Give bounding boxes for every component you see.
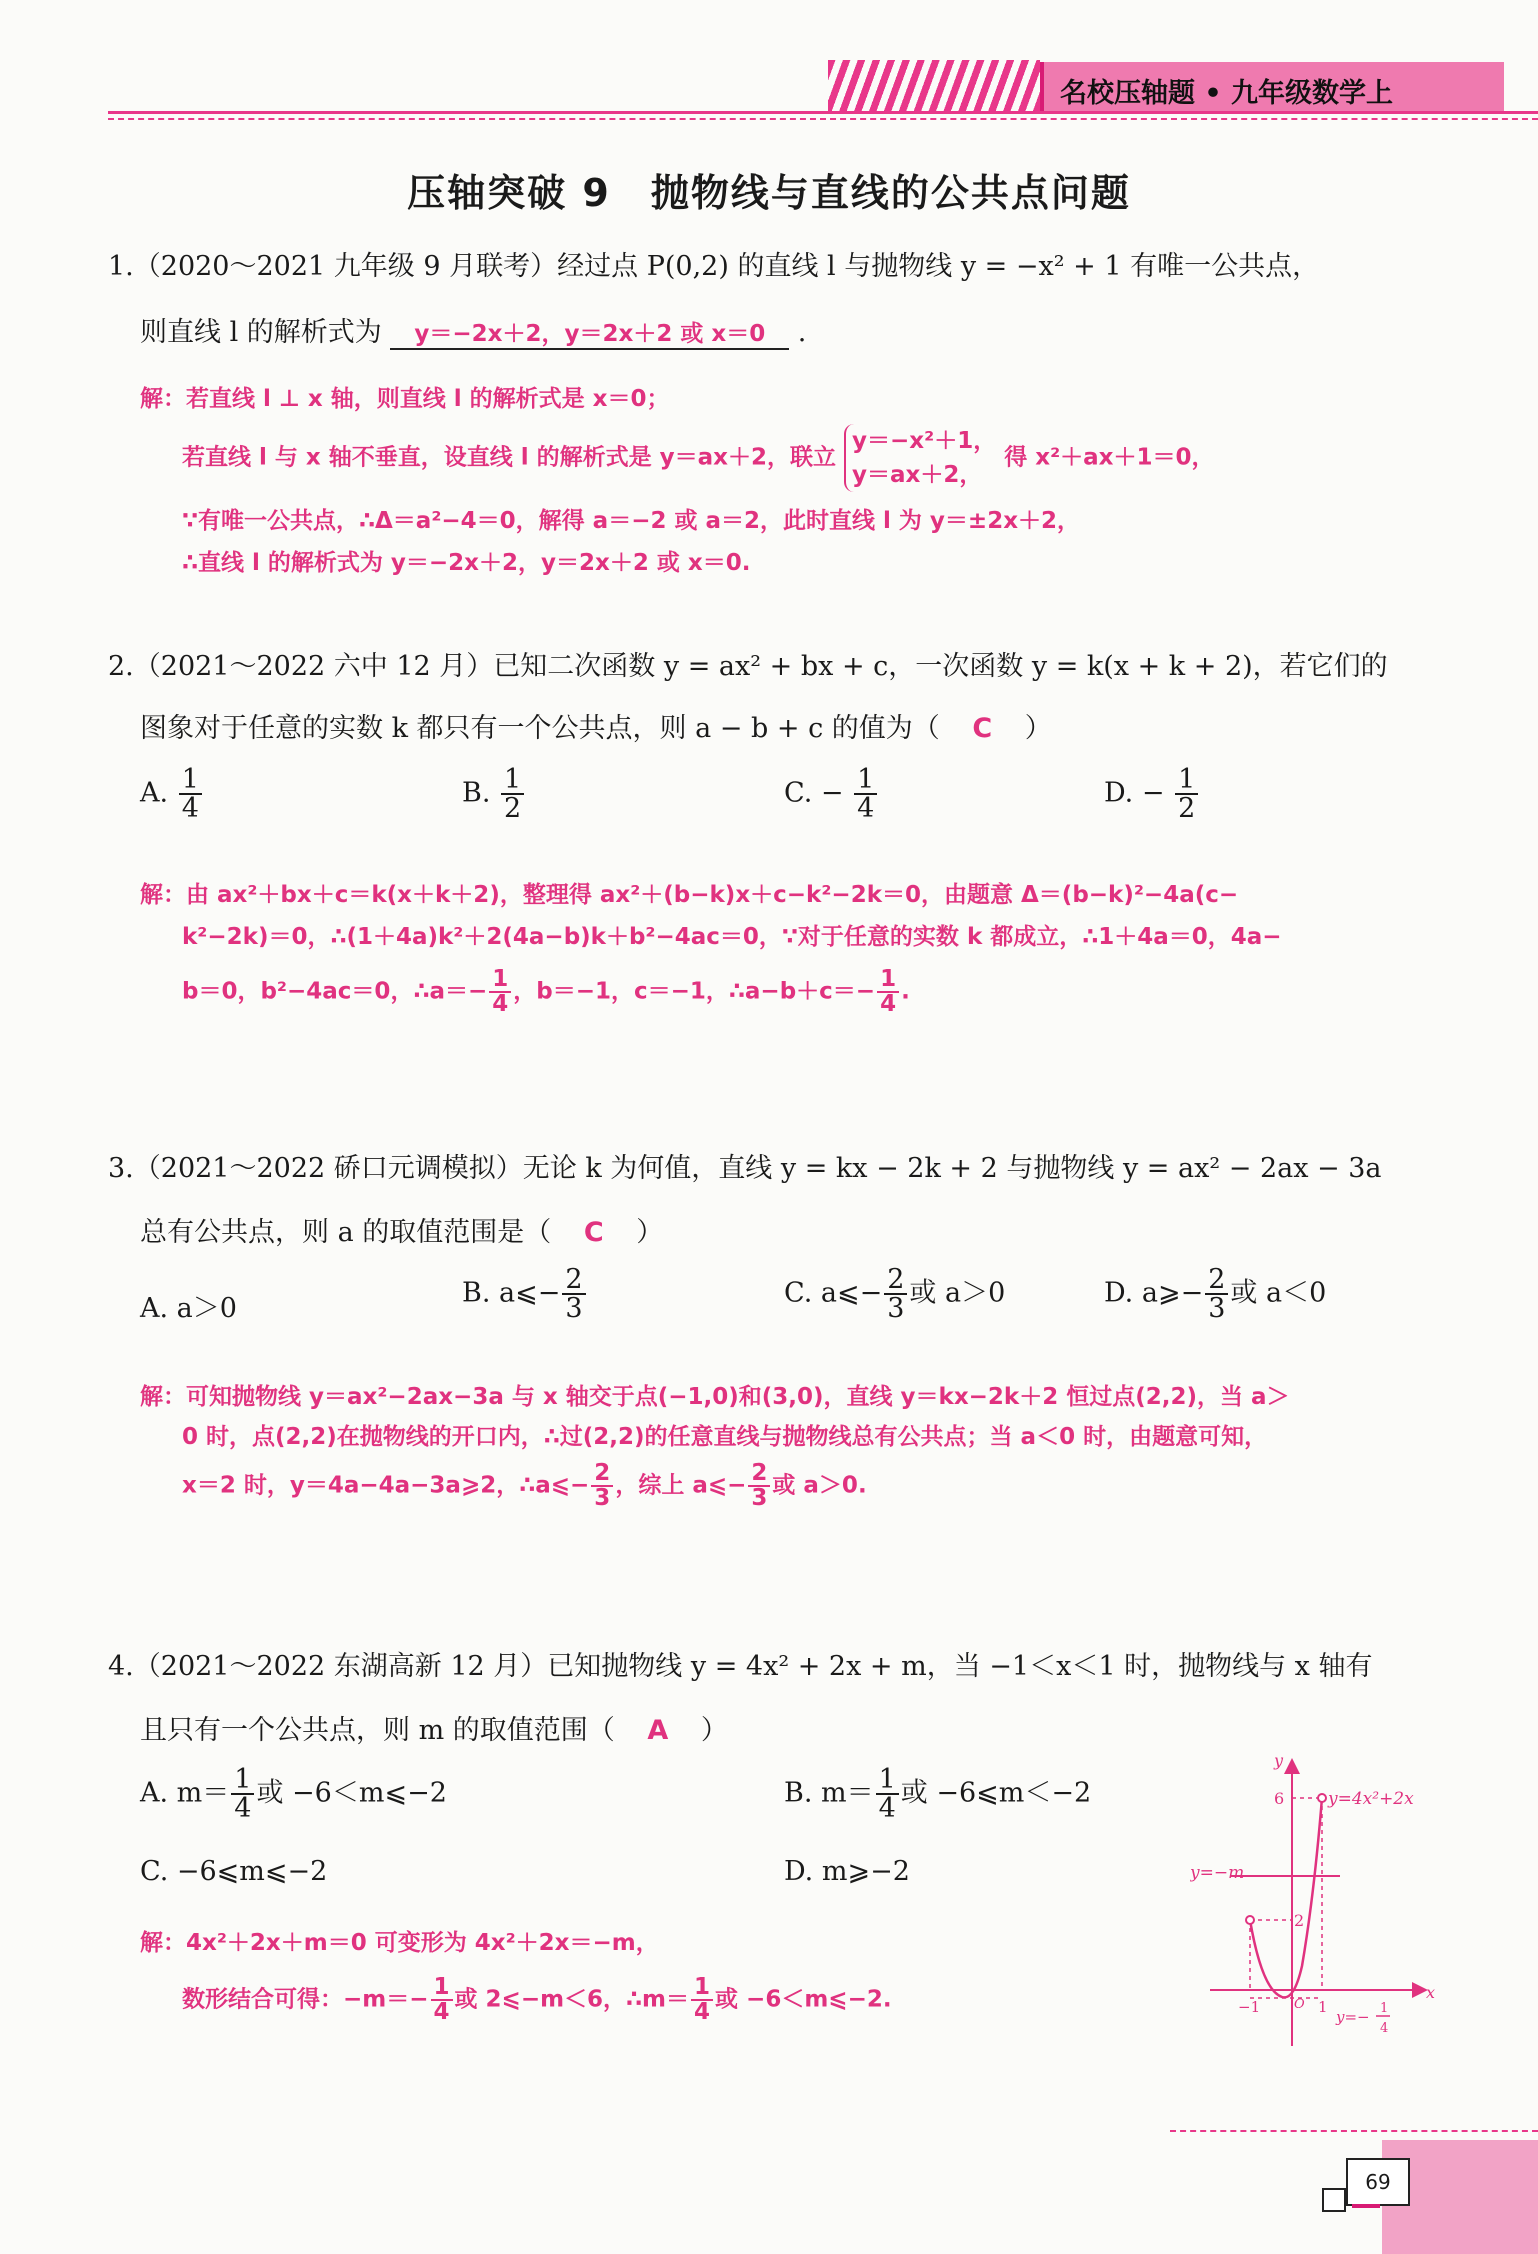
q1-solution-line1: 解：若直线 l ⊥ x 轴，则直线 l 的解析式是 x＝0； bbox=[140, 386, 670, 412]
fraction-numerator: 1 bbox=[492, 966, 509, 992]
fraction bbox=[884, 1266, 907, 1322]
q4-graph bbox=[1190, 1746, 1450, 2060]
q4-solution-line2 bbox=[182, 1976, 892, 2024]
fraction bbox=[431, 1976, 453, 2024]
option-label: C. bbox=[784, 777, 813, 809]
option-sign: − bbox=[820, 777, 844, 809]
q4-option-d: D. m⩾−2 bbox=[784, 1856, 910, 1887]
option-text: D. a⩾− bbox=[1104, 1277, 1204, 1309]
q3-sol3-text: x＝2 时，y＝4a−4a−3a⩾2，∴a⩽− bbox=[182, 1472, 590, 1499]
q1-stem-text: 则直线 l 的解析式为 bbox=[140, 317, 382, 348]
q2-stem-end: ） bbox=[1024, 713, 1052, 744]
q1-stem-line1: 1.（2020～2021 九年级 9 月联考）经过点 P(0,2) 的直线 l 与抛物线 y = −x² + 1 有唯一公共点， bbox=[108, 251, 1320, 282]
fraction-denominator: 4 bbox=[431, 1999, 453, 2024]
q3-solution-line2: 0 时，点(2,2)在抛物线的开口内，∴过(2,2)的任意直线与抛物线总有公共点；当 a＜0 时，由题意可知， bbox=[182, 1424, 1268, 1450]
q2-sol3-end: . bbox=[901, 978, 910, 1005]
q2-sol3-text: b＝0，b²−4ac＝0，∴a＝− bbox=[182, 978, 488, 1005]
q3-sol3-text: ，综上 a⩽− bbox=[615, 1472, 747, 1499]
q4-stem-end: ） bbox=[700, 1715, 728, 1746]
q1-solution-line4: ∴直线 l 的解析式为 y＝−2x＋2，y＝2x＋2 或 x＝0. bbox=[182, 550, 751, 576]
fraction bbox=[562, 1266, 585, 1322]
q2-stem-text: 图象对于任意的实数 k 都只有一个公共点，则 a − b + c 的值为（ bbox=[140, 713, 940, 744]
fraction-denominator: 3 bbox=[562, 1293, 585, 1322]
fraction-numerator: 2 bbox=[594, 1460, 611, 1486]
option-sign: − bbox=[1141, 777, 1165, 809]
fraction bbox=[748, 1462, 770, 1510]
q1-system-eq1: y＝−x²＋1， bbox=[852, 428, 997, 454]
q1-equation-system bbox=[844, 424, 996, 492]
option-text: 或 −6＜m⩽−2 bbox=[256, 1777, 447, 1809]
fraction-numerator: 2 bbox=[1208, 1264, 1226, 1295]
q3-stem-line1: 3.（2021～2022 硚口元调模拟）无论 k 为何值，直线 y = kx − 2k + 2 与抛物线 y = ax² − 2ax − 3a bbox=[108, 1153, 1382, 1184]
q3-option-a: A. a＞0 bbox=[140, 1293, 237, 1324]
fraction-denominator: 4 bbox=[854, 793, 877, 822]
fraction-numerator: 1 bbox=[694, 1974, 711, 2000]
q2-option-a bbox=[140, 766, 204, 822]
fraction bbox=[1205, 1266, 1228, 1322]
q4-sol2-text: 数形结合可得：−m＝− bbox=[182, 1986, 429, 2013]
q4-option-b bbox=[784, 1766, 1091, 1822]
q1-solution-line2 bbox=[182, 424, 1215, 492]
fraction-numerator: 1 bbox=[857, 764, 875, 795]
q3-option-d bbox=[1104, 1266, 1326, 1322]
tick-xneg1: −1 bbox=[1238, 1998, 1261, 2016]
header-dashed-rule bbox=[108, 118, 1538, 120]
q4-answer: A bbox=[647, 1715, 669, 1746]
q4-stem-line1: 4.（2021～2022 东湖高新 12 月）已知抛物线 y = 4x² + 2x + m，当 −1＜x＜1 时，抛物线与 x 轴有 bbox=[108, 1651, 1373, 1682]
q1-sol2-end: 得 x²＋ax＋1＝0， bbox=[1004, 444, 1215, 471]
curve-label: y=4x²+2x bbox=[1328, 1789, 1414, 1809]
fraction-denominator: 3 bbox=[591, 1485, 613, 1510]
parabola-curve bbox=[1250, 1798, 1322, 1997]
header-rule bbox=[108, 111, 1538, 114]
header-stripes bbox=[828, 60, 1040, 112]
q3-answer: C bbox=[583, 1217, 604, 1248]
q2-option-b bbox=[462, 766, 526, 822]
tick-x1: 1 bbox=[1318, 1998, 1328, 2016]
q3-solution-line1: 解：可知抛物线 y＝ax²−2ax−3a 与 x 轴交于点(−1,0)和(3,0)，直线 y＝kx−2k＋2 恒过点(2,2)，当 a＞ bbox=[140, 1384, 1290, 1410]
q4-option-c: C. −6⩽m⩽−2 bbox=[140, 1856, 328, 1887]
endpoint-left bbox=[1246, 1916, 1254, 1924]
bottom-frac-den: 4 bbox=[1380, 2021, 1389, 2036]
option-text: 或 −6⩽m＜−2 bbox=[900, 1777, 1092, 1809]
fraction-numerator: 1 bbox=[878, 1764, 896, 1795]
bottom-frac-num: 1 bbox=[1380, 2001, 1389, 2016]
fraction bbox=[179, 766, 202, 822]
fraction-denominator: 2 bbox=[501, 793, 524, 822]
q2-solution-line3 bbox=[182, 968, 910, 1016]
option-text: 或 a＜0 bbox=[1230, 1277, 1327, 1309]
q3-sol3-end: 或 a＞0. bbox=[772, 1472, 867, 1499]
q1-answer: y＝−2x＋2，y＝2x＋2 或 x＝0 bbox=[390, 315, 789, 350]
option-text: B. a⩽− bbox=[462, 1277, 561, 1309]
option-label: A. bbox=[140, 777, 169, 809]
tick-y6: 6 bbox=[1274, 1789, 1285, 1808]
q3-solution-line3 bbox=[182, 1462, 867, 1510]
option-label: B. bbox=[462, 777, 491, 809]
fraction-numerator: 1 bbox=[504, 764, 522, 795]
page-title: 压轴突破 9 抛物线与直线的公共点问题 bbox=[407, 171, 1131, 215]
q3-option-c bbox=[784, 1266, 1005, 1322]
q2-stem-line2 bbox=[140, 706, 1052, 745]
tick-y2: 2 bbox=[1294, 1911, 1305, 1930]
page-number: 69 bbox=[1346, 2158, 1410, 2206]
q4-sol2-text: 或 2⩽−m＜6，∴m＝ bbox=[454, 1986, 690, 2013]
fraction-numerator: 1 bbox=[1178, 764, 1196, 795]
q2-option-d bbox=[1104, 766, 1200, 822]
q1-system-eq2: y＝ax＋2， bbox=[852, 462, 983, 488]
fraction-denominator: 4 bbox=[877, 991, 899, 1016]
q4-option-a bbox=[140, 1766, 447, 1822]
x-axis-label: x bbox=[1426, 1983, 1436, 2002]
y-axis-label: y bbox=[1274, 1751, 1284, 1770]
fraction-denominator: 4 bbox=[876, 1793, 899, 1822]
origin-label: O bbox=[1294, 1997, 1305, 2012]
fraction-numerator: 2 bbox=[751, 1460, 768, 1486]
fraction bbox=[231, 1766, 254, 1822]
fraction-numerator: 2 bbox=[887, 1264, 905, 1295]
q4-solution-line1: 解：4x²＋2x＋m＝0 可变形为 4x²＋2x＝−m， bbox=[140, 1930, 659, 1956]
header-badge: 名校压轴题 • 九年级数学上 bbox=[1060, 78, 1394, 109]
page-mark bbox=[1322, 2188, 1346, 2212]
fraction-denominator: 4 bbox=[691, 1999, 713, 2024]
q2-answer: C bbox=[972, 713, 993, 744]
q4-sol2-end: 或 −6＜m⩽−2. bbox=[715, 1986, 892, 2013]
line-label: y=−m bbox=[1190, 1863, 1245, 1883]
q1-stem-line2 bbox=[140, 310, 806, 350]
fraction bbox=[501, 766, 524, 822]
fraction bbox=[1175, 766, 1198, 822]
fraction-numerator: 1 bbox=[433, 1974, 450, 2000]
q2-solution-line1: 解：由 ax²＋bx＋c＝k(x＋k＋2)，整理得 ax²＋(b−k)x＋c−k²−2k＝0，由题意 Δ＝(b−k)²−4a(c− bbox=[140, 882, 1239, 908]
fraction-denominator: 2 bbox=[1175, 793, 1198, 822]
fraction-denominator: 3 bbox=[884, 1293, 907, 1322]
q2-solution-line2: k²−2k)＝0，∴(1＋4a)k²＋2(4a−b)k＋b²−4ac＝0，∵对于任意的实数 k 都成立，∴1＋4a＝0，4a− bbox=[182, 924, 1282, 950]
option-text: C. a⩽− bbox=[784, 1277, 883, 1309]
fraction bbox=[876, 1766, 899, 1822]
fraction-denominator: 4 bbox=[179, 793, 202, 822]
page-number-accent bbox=[1352, 2204, 1380, 2208]
fraction-numerator: 1 bbox=[181, 764, 199, 795]
bottom-label: y=− bbox=[1336, 2008, 1370, 2026]
endpoint-right bbox=[1318, 1794, 1326, 1802]
option-text: B. m＝ bbox=[784, 1777, 874, 1809]
fraction-denominator: 4 bbox=[231, 1793, 254, 1822]
q4-graph-svg bbox=[1190, 1746, 1450, 2056]
option-text: A. m＝ bbox=[140, 1777, 230, 1809]
q3-stem-line2 bbox=[140, 1210, 663, 1249]
fraction-denominator: 3 bbox=[748, 1485, 770, 1510]
fraction bbox=[691, 1976, 713, 2024]
fraction bbox=[489, 968, 511, 1016]
fraction-numerator: 2 bbox=[565, 1264, 583, 1295]
option-label: D. bbox=[1104, 777, 1134, 809]
q1-stem-end: . bbox=[797, 317, 807, 348]
q1-solution-line3: ∵有唯一公共点，∴Δ＝a²−4＝0，解得 a＝−2 或 a＝2，此时直线 l 为 y＝±2x＋2， bbox=[182, 508, 1081, 534]
q3-stem-text: 总有公共点，则 a 的取值范围是（ bbox=[140, 1217, 552, 1248]
footer-dashed-rule bbox=[1170, 2130, 1538, 2132]
q4-stem-line2 bbox=[140, 1708, 728, 1747]
option-text: 或 a＞0 bbox=[909, 1277, 1006, 1309]
fraction-numerator: 1 bbox=[880, 966, 897, 992]
q1-sol2-text: 若直线 l 与 x 轴不垂直，设直线 l 的解析式是 y＝ax＋2，联立 bbox=[182, 444, 837, 471]
fraction-denominator: 3 bbox=[1205, 1293, 1228, 1322]
q3-stem-end: ） bbox=[636, 1217, 664, 1248]
fraction bbox=[854, 766, 877, 822]
fraction-numerator: 1 bbox=[234, 1764, 252, 1795]
fraction bbox=[591, 1462, 613, 1510]
fraction-denominator: 4 bbox=[489, 991, 511, 1016]
q2-sol3-text: ，b＝−1，c＝−1，∴a−b＋c＝− bbox=[513, 978, 876, 1005]
q3-option-b bbox=[462, 1266, 588, 1322]
fraction bbox=[877, 968, 899, 1016]
q2-stem-line1: 2.（2021～2022 六中 12 月）已知二次函数 y = ax² + bx + c，一次函数 y = k(x + k + 2)，若它们的 bbox=[108, 651, 1388, 682]
q2-option-c bbox=[784, 766, 879, 822]
q4-stem-text: 且只有一个公共点，则 m 的取值范围（ bbox=[140, 1715, 615, 1746]
